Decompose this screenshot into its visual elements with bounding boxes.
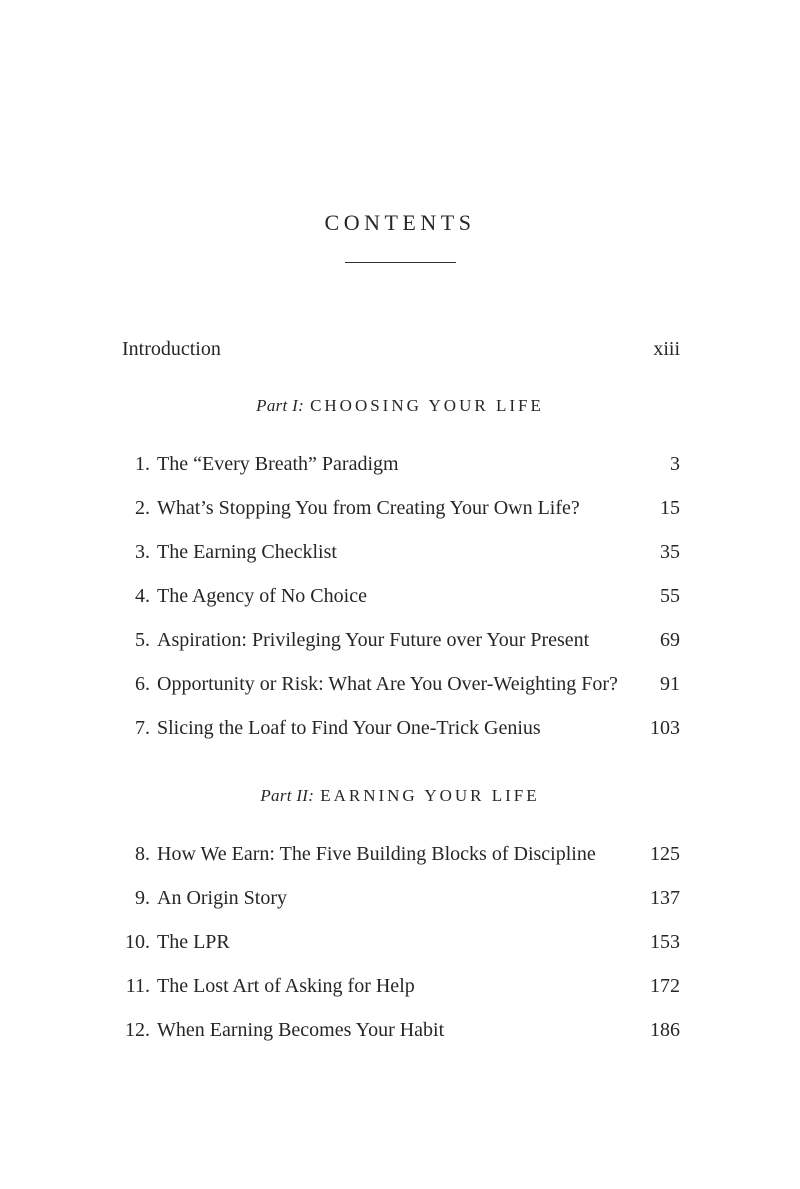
toc-entry — [0, 713, 800, 743]
toc-entry — [0, 669, 800, 699]
part-name: CHOOSING YOUR LIFE — [310, 396, 544, 415]
part-label: Part II: — [260, 786, 315, 805]
heading-rule — [345, 262, 456, 263]
toc-entry-title: What’s Stopping You from Creating Your Own Life? — [157, 497, 580, 519]
toc-entry-page: 69 — [660, 629, 680, 651]
toc-entry-number: 1. — [135, 453, 150, 475]
toc-entry-page: 186 — [650, 1019, 680, 1041]
toc-entry-number: 5. — [135, 629, 150, 651]
contents-heading: CONTENTS — [324, 210, 476, 235]
toc-entry-page: 137 — [650, 887, 680, 909]
toc-entry-number: 11. — [125, 975, 150, 997]
toc-entry — [0, 493, 800, 523]
toc-entry — [0, 883, 800, 913]
toc-entry — [0, 625, 800, 655]
toc-entry-number: 6. — [135, 673, 150, 695]
toc-entry — [0, 1015, 800, 1045]
part-heading-2 — [0, 781, 800, 811]
toc-entry-page: 3 — [670, 453, 680, 475]
part-name: EARNING YOUR LIFE — [320, 786, 540, 805]
toc-entry-number: 2. — [135, 497, 150, 519]
toc-entry-number: 9. — [135, 887, 150, 909]
toc-entry-page: 172 — [650, 975, 680, 997]
toc-entry-page: 125 — [650, 843, 680, 865]
toc-entry-title: The Earning Checklist — [157, 541, 337, 563]
toc-entry-page: 91 — [660, 673, 680, 695]
toc-entry-number: 12. — [125, 1019, 150, 1041]
toc-entry-title: Introduction — [122, 338, 221, 360]
toc-entry — [0, 927, 800, 957]
toc-entry-title: The Agency of No Choice — [157, 585, 367, 607]
toc-entry-page: 103 — [650, 717, 680, 739]
toc-entry-number: 3. — [135, 541, 150, 563]
part-label: Part I: — [256, 396, 305, 415]
toc-entry-title: Slicing the Loaf to Find Your One-Trick Genius — [157, 717, 541, 739]
toc-entry-page: xiii — [653, 338, 680, 360]
toc-entry-number: 4. — [135, 585, 150, 607]
toc-entry — [0, 537, 800, 567]
part-heading-1 — [0, 391, 800, 421]
toc-entry — [0, 839, 800, 869]
toc-entry-title: Aspiration: Privileging Your Future over Your Present — [157, 629, 590, 651]
toc-entry — [0, 581, 800, 611]
toc-entry-page: 55 — [660, 585, 680, 607]
toc-entry-title: When Earning Becomes Your Habit — [157, 1019, 445, 1041]
toc-entry-title: An Origin Story — [157, 887, 287, 909]
toc-entry-title: The “Every Breath” Paradigm — [157, 453, 399, 475]
toc-entry-introduction — [0, 334, 800, 364]
toc-entry — [0, 971, 800, 1001]
toc-entry — [0, 449, 800, 479]
toc-entry-title: How We Earn: The Five Building Blocks of Discipline — [157, 843, 596, 865]
toc-entry-page: 153 — [650, 931, 680, 953]
toc-entry-number: 10. — [125, 931, 150, 953]
toc-entry-number: 8. — [135, 843, 150, 865]
toc-entry-title: The Lost Art of Asking for Help — [157, 975, 415, 997]
toc-entry-page: 35 — [660, 541, 680, 563]
toc-entry-number: 7. — [135, 717, 150, 739]
toc-entry-page: 15 — [660, 497, 680, 519]
toc-entry-title: The LPR — [157, 931, 230, 953]
toc-entry-title: Opportunity or Risk: What Are You Over-Weighting For? — [157, 673, 618, 695]
